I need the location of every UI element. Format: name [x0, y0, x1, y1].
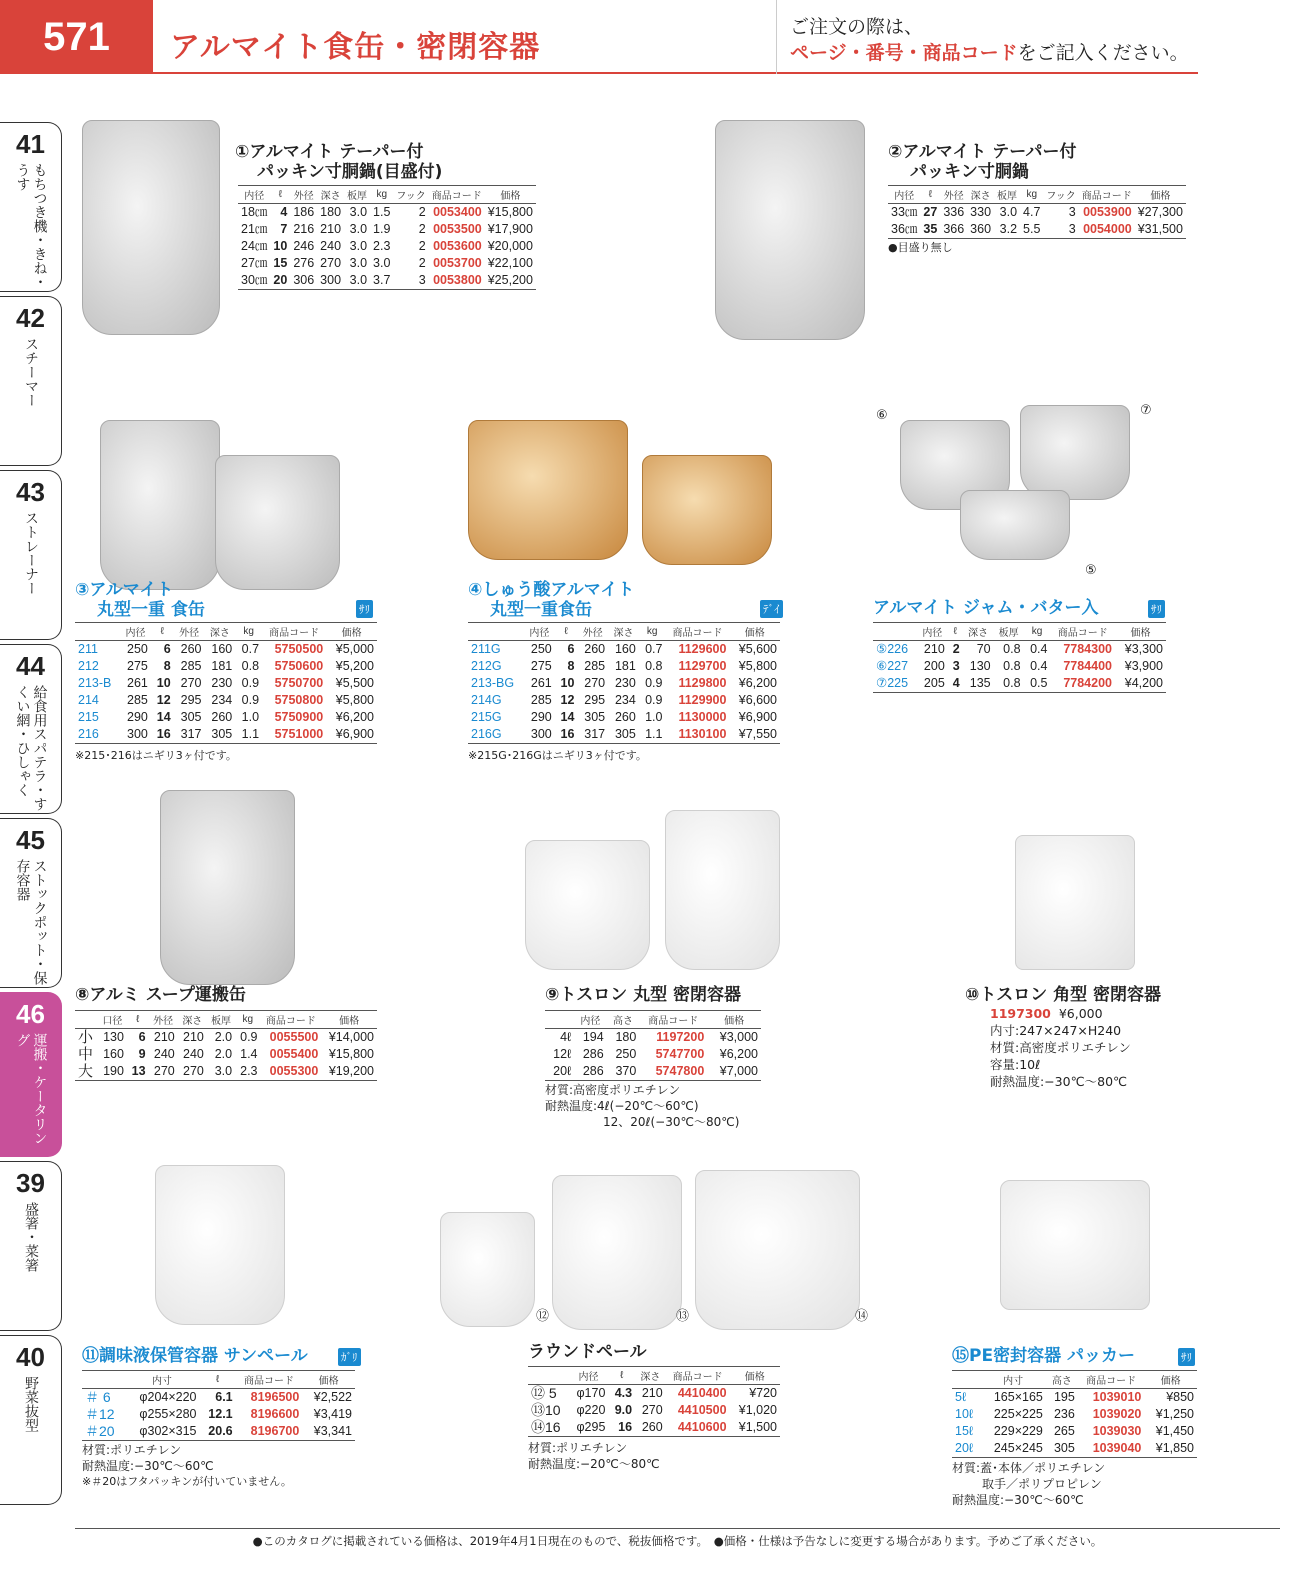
- tab-label: もちつき機・きね・うす: [14, 163, 48, 289]
- table-row: 215G 290 14 305 260 1.0 1130000 ¥6,900: [471, 710, 777, 724]
- product-image-tosron-square: [1015, 835, 1135, 970]
- tab-label: 給食用スパテラ・すくい網・ひしゃく: [14, 685, 48, 811]
- table-row: 211 250 6 260 160 0.7 5750500 ¥5,000: [78, 642, 374, 656]
- tab-42[interactable]: [0, 296, 62, 466]
- table-row: 214G 285 12 295 234 0.9 1129900 ¥6,600: [471, 693, 777, 707]
- table-row: ⑥227 200 3 130 0.8 0.4 7784400 ¥3,900: [876, 659, 1163, 673]
- product-image-stockpot-graduated: [82, 120, 220, 335]
- spec-table-5: 内径 ℓ 深さ 板厚 kg 商品コード 価格 ⑤226 210 2 70 0.8 0.4 7784300 ¥3,300 ⑥227 200 3 130 0.8 0.4 7784400 ¥3,900 ⑦225 205 4 135 0.8 0.5 7784200 ¥4,200: [873, 622, 1166, 693]
- table-row: 24㎝ 10 246 240 3.0 2.3 2 0053600 ¥20,000: [241, 239, 533, 253]
- tab-label: ストレーナー: [23, 511, 39, 595]
- item-label-12: ⑫: [536, 1309, 550, 1324]
- spec-table-8: 口径 ℓ 外径 深さ 板厚 kg 商品コード 価格 小 130 6 210 210 2.0 0.9 0055500 ¥14,000 中 160 9 240 240 2.0 1.4 0055400 ¥15,800 大 190 13 270 270 3.0 2.3 0055300 ¥19,200: [75, 1010, 377, 1081]
- product-notes-11: 材質:ポリエチレン 耐熱温度:−30℃〜60℃ ※＃20はフタパッキンが付いていません。: [82, 1443, 292, 1488]
- spec-table-12: 内径 ℓ 深さ 商品コード 価格 ⑫ 5 φ170 4.3 210 4410400 ¥720 ⑬10 φ220 9.0 270 4410500 ¥1,020 ⑭16 φ295 16 260 4410600 ¥1,500: [528, 1366, 780, 1437]
- supplier-badge: ｻﾘ: [1178, 1348, 1195, 1366]
- table-row: 212G 275 8 285 181 0.8 1129700 ¥5,800: [471, 659, 777, 673]
- spec-table-2: 内径 ℓ 外径 深さ 板厚 kg フック 商品コード 価格 33㎝ 27 336 330 3.0 4.7 3 0053900 ¥27,300 36㎝ 35 366 360 3.2 5.5 3 0054000 ¥31,500: [888, 185, 1186, 239]
- product-image-gold-canister-small: [642, 455, 772, 565]
- product-image-packer: [1000, 1180, 1150, 1310]
- supplier-badge: ｻﾘ: [1148, 600, 1165, 618]
- table-row: 20ℓ 286 370 5747800 ¥7,000: [545, 1063, 761, 1081]
- tab-number: 41: [16, 129, 45, 159]
- table-row: 211G 250 6 260 160 0.7 1129600 ¥5,600: [471, 642, 777, 656]
- table-row: 21㎝ 7 216 210 3.0 1.9 2 0053500 ¥17,900: [241, 222, 533, 236]
- product-title-3: ③アルマイト 丸型一重 食缶: [75, 580, 205, 620]
- tab-number: 44: [16, 651, 45, 681]
- table-row: ＃12 φ255×280 12.1 8196600 ¥3,419: [85, 1406, 352, 1422]
- spec-table-3: 内径 ℓ 外径 深さ kg 商品コード 価格 211 250 6 260 160 0.7 5750500 ¥5,000 212 275 8 285 181 0.8 5750600 ¥5,200 213-B 261 10 270 230 0.9 5750700 ¥5,500 214 285 12 295 234 0.9 5750800 ¥5,800 215 290 14 305 260 1.0 5750900 ¥6,200 216 300 16 317 305 1.1 5751000 ¥6,900: [75, 622, 377, 744]
- header-divider: [153, 72, 1198, 74]
- supplier-badge: ﾃﾞｲ: [760, 600, 783, 618]
- spec-table-1: 内径 ℓ 外径 深さ 板厚 kg フック 商品コード 価格 18㎝ 4 186 180 3.0 1.5 2 0053400 ¥15,800 21㎝ 7 216 210 3.0 1.9 2 0053500 ¥17,900 24㎝ 10 246 240 3.0 2.3 2 0053600 ¥20,000 27㎝ 15 276 270 3.0 3.0 2 0053700 ¥22,100 30㎝ 20 306 300 3.0 3.7 3 0053800 ¥25,200: [238, 185, 536, 290]
- item-label-13: ⑬: [676, 1309, 690, 1324]
- spec-table-15: 内寸 高さ 商品コード 価格 5ℓ 165×165 195 1039010 ¥850 10ℓ 225×225 236 1039020 ¥1,250 15ℓ 229×229 265 1039030 ¥1,450 20ℓ 245×245 305 1039040 ¥1,850: [952, 1370, 1197, 1458]
- tab-number: 45: [16, 825, 45, 855]
- tab-44[interactable]: [0, 644, 62, 814]
- table-row: 30㎝ 20 306 300 3.0 3.7 3 0053800 ¥25,200: [238, 272, 536, 290]
- product-image-stockpot: [715, 120, 865, 340]
- order-note-rest: をご記入ください。: [1017, 42, 1189, 64]
- tab-43[interactable]: [0, 470, 62, 640]
- product-notes-15: 材質:蓋･本体／ポリエチレン 取手／ポリプロピレン 耐熱温度:−30℃〜60℃: [952, 1461, 1106, 1507]
- tab-number: 39: [16, 1168, 45, 1198]
- product-title-15: ⑮PE密封容器 パッカー: [952, 1346, 1135, 1366]
- spec-table-11: 内寸 ℓ 商品コード 価格 ＃ 6 φ204×220 6.1 8196500 ¥2,522 ＃12 φ255×280 12.1 8196600 ¥3,419 ＃20 φ302×315 20.6 8196700 ¥3,341: [82, 1370, 355, 1441]
- table-row: 5ℓ 165×165 195 1039010 ¥850: [955, 1390, 1194, 1404]
- product-title-5: アルマイト ジャム・バター入: [873, 598, 1099, 618]
- table-row: 216G 300 16 317 305 1.1 1130100 ¥7,550: [468, 726, 780, 744]
- product-image-tosron-round-small: [525, 840, 650, 970]
- table-row: 15ℓ 229×229 265 1039030 ¥1,450: [955, 1424, 1194, 1438]
- product-title-2: ②アルマイト テーパー付 パッキン寸胴鍋: [888, 142, 1077, 182]
- table-row: 4ℓ 194 180 1197200 ¥3,000: [560, 1030, 758, 1044]
- table-row: 中 160 9 240 240 2.0 1.4 0055400 ¥15,800: [78, 1046, 374, 1063]
- product-notes-9: 材質:高密度ポリエチレン 耐熱温度:4ℓ(−20℃〜60℃) 12、20ℓ(−30℃〜80℃): [545, 1083, 740, 1129]
- product-image-round-pail-14: [695, 1170, 860, 1330]
- table-row: ⑭16 φ295 16 260 4410600 ¥1,500: [528, 1419, 780, 1437]
- tab-number: 46: [16, 999, 45, 1029]
- tab-label: ストックポット・保存容器: [14, 859, 48, 985]
- supplier-badge: ｻﾘ: [356, 600, 373, 618]
- product-title-1: ①アルマイト テーパー付 パッキン寸胴鍋(目盛付): [235, 142, 443, 182]
- product-image-soup-carrier: [160, 790, 295, 985]
- product-title-10: ⑩トスロン 角型 密閉容器: [965, 985, 1162, 1005]
- tab-label: 盛箸・菜箸: [23, 1202, 39, 1272]
- tab-45[interactable]: [0, 818, 62, 988]
- page-number: 571: [0, 0, 153, 74]
- order-note: [790, 14, 1189, 66]
- product-title-8: ⑧アルミ スープ運搬缶: [75, 985, 246, 1005]
- product-note-4: ※215G･216Gはニギリ3ヶ付です。: [468, 749, 647, 762]
- tab-label: スチーマー: [23, 337, 39, 407]
- item-label-14: ⑭: [855, 1309, 869, 1324]
- table-row: 212 275 8 285 181 0.8 5750600 ¥5,200: [78, 659, 374, 673]
- product-title-11: ⑪調味液保管容器 サンペール: [82, 1346, 308, 1366]
- order-note-line1: ご注文の際は、: [790, 16, 924, 38]
- product-image-round-pail-13: [552, 1175, 682, 1330]
- table-row: 36㎝ 35 366 360 3.2 5.5 3 0054000 ¥31,500: [888, 221, 1186, 239]
- table-row: 10ℓ 225×225 236 1039020 ¥1,250: [955, 1407, 1194, 1421]
- product-image-jam-pot-5: [960, 490, 1070, 560]
- table-row: ⑬10 φ220 9.0 270 4410500 ¥1,020: [531, 1402, 777, 1418]
- product-notes-12: 材質:ポリエチレン 耐熱温度:−20℃〜80℃: [528, 1441, 660, 1471]
- table-row: 214 285 12 295 234 0.9 5750800 ¥5,800: [78, 693, 374, 707]
- spec-table-9: 内径 高さ 商品コード 価格 4ℓ 194 180 1197200 ¥3,000 12ℓ 286 250 5747700 ¥6,200 20ℓ 286 370 5747800 ¥7,000: [545, 1010, 761, 1081]
- table-row: 18㎝ 4 186 180 3.0 1.5 2 0053400 ¥15,800: [241, 205, 533, 219]
- tab-39[interactable]: [0, 1161, 62, 1331]
- table-row: ＃20 φ302×315 20.6 8196700 ¥3,341: [82, 1423, 355, 1441]
- product-title-4: ④しゅう酸アルマイト 丸型一重食缶: [468, 580, 635, 620]
- table-row: 27㎝ 15 276 270 3.0 3.0 2 0053700 ¥22,100: [241, 256, 533, 270]
- product-image-jam-pot-7: [1020, 405, 1130, 500]
- table-row: ⑫ 5 φ170 4.3 210 4410400 ¥720: [531, 1385, 777, 1401]
- item-label-7: ⑦: [1140, 403, 1152, 418]
- product-image-tosron-round-large: [665, 810, 780, 970]
- product-title-12: ラウンドペール: [528, 1342, 647, 1362]
- table-row: 216 300 16 317 305 1.1 5751000 ¥6,900: [75, 726, 377, 744]
- table-row: ＃ 6 φ204×220 6.1 8196500 ¥2,522: [85, 1389, 352, 1405]
- header-vertical-divider: [776, 0, 777, 74]
- product-image-round-canister-small: [215, 455, 340, 590]
- tab-41[interactable]: [0, 122, 62, 292]
- product-image-gold-canister-large: [468, 420, 628, 560]
- table-row: ⑦225 205 4 135 0.8 0.5 7784200 ¥4,200: [873, 675, 1166, 693]
- page-title: アルマイト食缶・密閉容器: [170, 30, 541, 65]
- spec-table-4: 内径 ℓ 外径 深さ kg 商品コード 価格 211G 250 6 260 160 0.7 1129600 ¥5,600 212G 275 8 285 181 0.8 1129700 ¥5,800 213-BG 261 10 270 230 0.9 1129800 ¥6,200 214G 285 12 295 234 0.9 1129900 ¥6,600 215G 290 14 305 260 1.0 1130000 ¥6,900 216G 300 16 317 305 1.1 1130100 ¥7,550: [468, 622, 780, 744]
- table-row: ⑤226 210 2 70 0.8 0.4 7784300 ¥3,300: [876, 642, 1163, 656]
- product-note-2: ●目盛り無し: [888, 241, 953, 254]
- product-image-sunpail: [155, 1165, 285, 1325]
- table-row: 213-BG 261 10 270 230 0.9 1129800 ¥6,200: [471, 676, 777, 690]
- item-label-6: ⑥: [876, 408, 888, 423]
- item-label-5: ⑤: [1085, 563, 1097, 578]
- product-title-9: ⑨トスロン 丸型 密閉容器: [545, 985, 742, 1005]
- table-row: 12ℓ 286 250 5747700 ¥6,200: [553, 1047, 758, 1061]
- tab-label: 野菜抜型: [23, 1376, 39, 1432]
- footer-note: ●このカタログに掲載されている価格は、2019年4月1日現在のもので、税抜価格です。 ●価格・仕様は予告なしに変更する場合があります。予めご了承ください。: [75, 1528, 1280, 1549]
- table-row: 20ℓ 245×245 305 1039040 ¥1,850: [952, 1440, 1197, 1458]
- tab-46[interactable]: [0, 992, 62, 1157]
- table-row: 33㎝ 27 336 330 3.0 4.7 3 0053900 ¥27,300: [891, 205, 1183, 219]
- product-note-3: ※215･216はニギリ3ヶ付です。: [75, 749, 237, 762]
- tab-number: 43: [16, 477, 45, 507]
- order-note-highlight: ページ・番号・商品コード: [790, 42, 1018, 64]
- product-specs-10: 1197300 ¥6,000 内寸:247×247×H240 材質:高密度ポリエチレン 容量:10ℓ 耐熱温度:−30℃〜80℃: [990, 1006, 1131, 1089]
- supplier-badge: ｶﾞﾘ: [338, 1348, 361, 1366]
- table-row: 213-B 261 10 270 230 0.9 5750700 ¥5,500: [78, 676, 374, 690]
- table-row: 大 190 13 270 270 3.0 2.3 0055300 ¥19,200: [75, 1063, 377, 1081]
- table-row: 小 130 6 210 210 2.0 0.9 0055500 ¥14,000: [78, 1029, 374, 1046]
- tab-label: 運搬・ケータリング: [14, 1033, 48, 1145]
- product-image-round-canister-large: [100, 420, 220, 590]
- product-image-round-pail-12: [440, 1212, 535, 1327]
- tab-40[interactable]: [0, 1335, 62, 1505]
- tab-number: 40: [16, 1342, 45, 1372]
- tab-number: 42: [16, 303, 45, 333]
- table-row: 215 290 14 305 260 1.0 5750900 ¥6,200: [78, 710, 374, 724]
